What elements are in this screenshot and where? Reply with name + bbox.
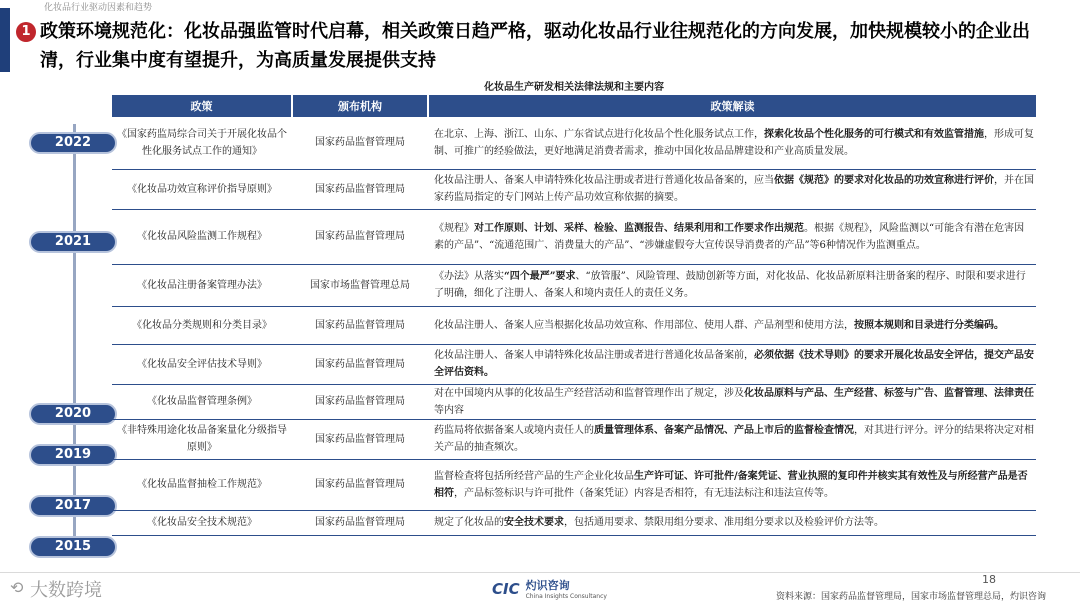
policy-table-section: [112, 80, 1036, 536]
column-header-agency: 颁布机构: [292, 95, 428, 117]
page-number: 18: [982, 573, 996, 586]
agency-cell: 国家药品监督管理局: [292, 384, 428, 419]
agency-cell: 国家药品监督管理局: [292, 419, 428, 459]
interpretation-cell: [428, 459, 1036, 510]
table-row: [112, 384, 1036, 419]
agency-cell: 国家市场监督管理总局: [292, 264, 428, 306]
interpretation-text: ，对其进行评分。评分的结果将决定对相关产品的抽查频次。: [434, 425, 1034, 453]
agency-cell: 国家药品监督管理局: [292, 510, 428, 535]
interpretation-highlight: 按照本规则和目录进行分类编码。: [854, 319, 1004, 331]
table-row: [112, 459, 1036, 510]
cic-logo: [492, 577, 607, 600]
page-title: 政策环境规范化：化妆品强监管时代启幕，相关政策日趋严格，驱动化妆品行业往规范化的方向发展，加快规模较小的企业出清，行业集中度有望提升，为高质量发展提供支持: [40, 21, 1030, 71]
policy-name-cell: 《化妆品安全技术规范》: [112, 510, 292, 535]
cic-logo-mark: CIC: [492, 579, 520, 598]
timeline-line: [73, 124, 76, 556]
interpretation-text: 、“放管服”、风险管理、鼓励创新等方面，对化妆品、化妆品新原料注册备案的程序、时限和要求进行了明确，细化了注册人、备案人和境内责任人的责任义务。: [434, 271, 1026, 299]
interpretation-text: ，形成可复制、可推广的经验做法，更好地满足消费者需求，推动中国化妆品品牌建设和产业高质量发展。: [434, 128, 1034, 157]
column-header-interpretation: 政策解读: [428, 95, 1036, 117]
interpretation-text: 化妆品注册人、备案人申请特殊化妆品注册或者进行普通化妆品备案前，: [434, 350, 754, 361]
table-row: [112, 306, 1036, 344]
interpretation-text: 药监局将依据备案人或境内责任人的: [434, 425, 594, 436]
policy-name-cell: 《化妆品功效宣称评价指导原则》: [112, 169, 292, 209]
policy-name-cell: 《国家药监局综合司关于开展化妆品个性化服务试点工作的通知》: [112, 117, 292, 169]
interpretation-text: ，包括通用要求、禁限用组分要求、准用组分要求以及检验评价方法等。: [564, 517, 884, 528]
footer-divider: [0, 572, 1080, 573]
interpretation-cell: [428, 117, 1036, 169]
table-row: [112, 117, 1036, 169]
policy-name-cell: 《化妆品分类规则和分类目录》: [112, 306, 292, 344]
interpretation-text: 化妆品注册人、备案人申请特殊化妆品注册或者进行普通化妆品备案的，应当: [434, 175, 774, 186]
interpretation-cell: [428, 384, 1036, 419]
interpretation-text: ，并在国家药监局指定的专门网站上传产品功效宣称依据的摘要。: [434, 175, 1034, 203]
interpretation-cell: [428, 344, 1036, 384]
table-row: [112, 419, 1036, 459]
interpretation-text: 等内容: [434, 404, 464, 416]
interpretation-text: 在北京、上海、浙江、山东、广东省试点进行化妆品个性化服务试点工作，: [434, 128, 764, 140]
interpretation-highlight: 安全技术要求: [504, 517, 564, 528]
timeline-year-2015: 2015: [29, 536, 117, 558]
interpretation-text: 对在中国境内从事的化妆品生产经营活动和监督管理作出了规定，涉及: [434, 387, 744, 399]
interpretation-cell: [428, 264, 1036, 306]
timeline-year-2021: 2021: [29, 231, 117, 253]
interpretation-highlight: 依据《规范》的要求对化妆品的功效宣称进行评价: [774, 175, 994, 186]
interpretation-text: 规定了化妆品的: [434, 517, 504, 528]
section-number-badge: 1: [16, 22, 36, 42]
table-caption: 化妆品生产研发相关法律法规和主要内容: [484, 82, 664, 93]
agency-cell: 国家药品监督管理局: [292, 169, 428, 209]
agency-cell: 国家药品监督管理局: [292, 459, 428, 510]
watermark-text: 大数跨境: [30, 580, 102, 601]
interpretation-highlight: 必须依据《技术导则》的要求开展化妆品安全评估，提交产品安全评估资料。: [434, 350, 1034, 378]
timeline-year-2022: 2022: [29, 132, 117, 154]
interpretation-text: 《规程》: [434, 222, 474, 234]
interpretation-text: 监督检查将包括所经营产品的生产企业化妆品: [434, 470, 634, 482]
interpretation-highlight: 对工作原则、计划、采样、检验、监测报告、结果利用和工作要求作出规范: [474, 222, 804, 234]
interpretation-highlight: 化妆品原料与产品、生产经营、标签与广告、监督管理、法律责任: [744, 387, 1034, 399]
agency-cell: 国家药品监督管理局: [292, 306, 428, 344]
agency-cell: 国家药品监督管理局: [292, 344, 428, 384]
agency-cell: 国家药品监督管理局: [292, 209, 428, 264]
policy-name-cell: 《化妆品风险监测工作规程》: [112, 209, 292, 264]
interpretation-cell: [428, 306, 1036, 344]
interpretation-cell: [428, 419, 1036, 459]
table-row: [112, 344, 1036, 384]
interpretation-cell: [428, 510, 1036, 535]
cic-logo-cn: 灼识咨询: [525, 579, 570, 592]
interpretation-highlight: 探索化妆品个性化服务的可行模式和有效监管措施: [764, 128, 984, 140]
watermark-icon: ⟲: [10, 578, 24, 597]
table-row: [112, 264, 1036, 306]
policy-name-cell: 《化妆品监督管理条例》: [112, 384, 292, 419]
policy-name-cell: 《化妆品监督抽检工作规范》: [112, 459, 292, 510]
interpretation-highlight: “四个最严”要求: [504, 271, 576, 282]
interpretation-highlight: 生产许可证、许可批件/备案凭证、营业执照的复印件并核实其有效性及与所经营产品是否相符: [434, 470, 1028, 499]
timeline-year-2017: 2017: [29, 495, 117, 517]
source-note: 资料来源：国家药品监督管理局，国家市场监督管理总局，灼识咨询: [775, 592, 1046, 602]
header-accent-bar: [0, 8, 10, 72]
breadcrumb: 化妆品行业驱动因素和趋势: [44, 3, 153, 13]
policy-table: [112, 95, 1036, 536]
interpretation-highlight: 质量管理体系、备案产品情况、产品上市后的监督检查情况: [594, 425, 854, 436]
interpretation-cell: [428, 209, 1036, 264]
interpretation-cell: [428, 169, 1036, 209]
timeline-year-2019: 2019: [29, 444, 117, 466]
table-row: [112, 169, 1036, 209]
timeline-year-2020: 2020: [29, 403, 117, 425]
policy-name-cell: 《化妆品注册备案管理办法》: [112, 264, 292, 306]
policy-name-cell: 《非特殊用途化妆品备案量化分级指导原则》: [112, 419, 292, 459]
table-row: [112, 209, 1036, 264]
agency-cell: 国家药品监督管理局: [292, 117, 428, 169]
interpretation-text: 化妆品注册人、备案人应当根据化妆品功效宣称、作用部位、使用人群、产品剂型和使用方法，: [434, 319, 854, 331]
column-header-policy: 政策: [112, 95, 292, 117]
interpretation-text: ，产品标签标识与许可批件（备案凭证）内容是否相符，有无违法标注和违法宣传等。: [454, 487, 834, 499]
interpretation-text: 。根据《规程》，风险监测以“可能含有潜在危害因素的产品”、“流通范围广、消费量大的产品”、“涉嫌虚假夸大宣传误导消费者的产品”等6种情况作为监测重点。: [434, 222, 1025, 251]
interpretation-text: 《办法》从落实: [434, 271, 504, 282]
table-header-row: [112, 95, 1036, 117]
table-row: [112, 510, 1036, 535]
cic-logo-en: China Insights Consultancy: [525, 593, 607, 600]
policy-name-cell: 《化妆品安全评估技术导则》: [112, 344, 292, 384]
